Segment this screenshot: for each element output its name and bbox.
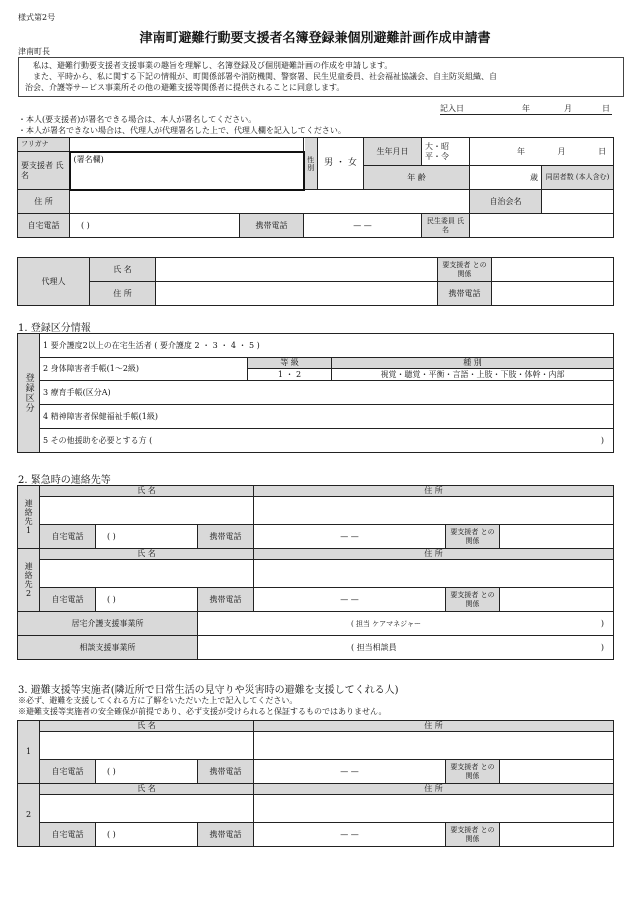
household-label: 同居者数 (本人含む) — [542, 166, 614, 190]
registration-table — [17, 333, 614, 453]
furigana-input[interactable] — [70, 138, 304, 152]
s1-address-input[interactable] — [254, 732, 614, 760]
c1-home-tel-label: 自宅電話 — [40, 525, 96, 549]
agent-relation-input[interactable] — [492, 258, 614, 282]
reg-row-1[interactable]: 1 要介護度2以上の在宅生活者 ( 要介護度 2 ・ 3 ・ 4 ・ 5 ) — [40, 334, 614, 358]
registration-side-label: 登録区分 — [18, 334, 40, 453]
note-1: ・本人(要支援者)が署名できる場合は、本人が署名してください。 — [18, 115, 257, 124]
addressee: 津南町長 — [18, 47, 50, 56]
c2-mobile-label: 携帯電話 — [198, 588, 254, 612]
c1-home-tel-input[interactable]: ( ) — [96, 525, 198, 549]
consent-text: 私は、避難行動要支援者支援事業の趣旨を理解し、名簿登録及び個別避難計画の作成を申請します。 また、平時から、私に関する下記の情報が、町関係部署や消防機関、警察署、民生児童委員、社会福祉協議会、自主防災組織、自 治会、介護等サービス事業所その他の避難支援等関係者に提供されることに同意します。 — [18, 57, 624, 97]
s2-mobile-label: 携帯電話 — [198, 823, 254, 847]
care-office-input[interactable]: ( 担当 ケアマネジャー ) — [198, 612, 614, 636]
c1-address-header: 住 所 — [254, 486, 614, 497]
birth-label: 生年月日 — [364, 138, 422, 166]
c2-address-header: 住 所 — [254, 549, 614, 560]
applicant-table — [17, 137, 614, 238]
c1-relation-input[interactable] — [500, 525, 614, 549]
consult-office-input[interactable]: ( 担当相談員 ) — [198, 636, 614, 660]
c2-home-tel-input[interactable]: ( ) — [96, 588, 198, 612]
section2-title: 2. 緊急時の連絡先等 — [18, 475, 111, 486]
reg-row-3[interactable]: 3 療育手帳(区分A) — [40, 381, 614, 405]
c2-mobile-input[interactable]: — — — [254, 588, 446, 612]
grade-header: 等 級 — [248, 358, 332, 369]
s2-mobile-input[interactable]: — — — [254, 823, 446, 847]
s1-home-tel-input[interactable]: ( ) — [96, 760, 198, 784]
c1-mobile-label: 携帯電話 — [198, 525, 254, 549]
agent-name-input[interactable] — [156, 258, 438, 282]
section1-title: 1. 登録区分情報 — [18, 323, 91, 334]
agent-relation-label: 要支援者 との関係 — [438, 258, 492, 282]
c2-relation-input[interactable] — [500, 588, 614, 612]
type-values[interactable]: 視覚・聴覚・平衡・言語・上肢・下肢・体幹・内部 — [332, 369, 614, 381]
s2-relation-label: 要支援者 との関係 — [446, 823, 500, 847]
s1-relation-label: 要支援者 との関係 — [446, 760, 500, 784]
agent-name-label: 氏 名 — [90, 258, 156, 282]
s1-name-header: 氏 名 — [40, 721, 254, 732]
age-label: 年 齢 — [364, 166, 470, 190]
signature-field[interactable]: (署名欄) — [70, 152, 304, 190]
section3-title: 3. 避難支援等実施者(隣近所で日常生活の見守りや災害時の避難を支援してくれる人) — [18, 685, 399, 696]
c2-home-tel-label: 自宅電話 — [40, 588, 96, 612]
minsei-label: 民生委員 氏 名 — [422, 214, 470, 238]
mobile-label: 携帯電話 — [240, 214, 304, 238]
consult-office-label: 相談支援事業所 — [18, 636, 198, 660]
emergency-contacts-table — [17, 485, 614, 660]
jichikai-label: 自治会名 — [470, 190, 542, 214]
section3-note-1: ※必ず、避難を支援してくれる方に了解をいただいた上で記入してください。 — [18, 696, 298, 705]
agent-mobile-input[interactable] — [492, 282, 614, 306]
c1-name-header: 氏 名 — [40, 486, 254, 497]
sex-label: 性別 — [304, 138, 318, 190]
minsei-input[interactable] — [470, 214, 614, 238]
agent-address-label: 住 所 — [90, 282, 156, 306]
s2-name-header: 氏 名 — [40, 784, 254, 795]
care-office-label: 居宅介護支援事業所 — [18, 612, 198, 636]
agent-table — [17, 257, 614, 306]
supporters-table — [17, 720, 614, 847]
s2-home-tel-input[interactable]: ( ) — [96, 823, 198, 847]
age-input[interactable]: 歳 — [470, 166, 542, 190]
address-label: 住 所 — [18, 190, 70, 214]
s1-address-header: 住 所 — [254, 721, 614, 732]
agent-label: 代理人 — [18, 258, 90, 306]
c2-name-header: 氏 名 — [40, 549, 254, 560]
agent-mobile-label: 携帯電話 — [438, 282, 492, 306]
page-title: 津南町避難行動要支援者名簿登録兼個別避難計画作成申請書 — [139, 31, 491, 46]
supporter2-number: 2 — [18, 784, 40, 847]
c2-name-input[interactable] — [40, 560, 254, 588]
type-header: 種 別 — [332, 358, 614, 369]
c2-relation-label: 要支援者 との関係 — [446, 588, 500, 612]
furigana-label: フリガナ — [18, 138, 70, 152]
s1-mobile-label: 携帯電話 — [198, 760, 254, 784]
s1-relation-input[interactable] — [500, 760, 614, 784]
c1-mobile-input[interactable]: — — — [254, 525, 446, 549]
birth-date-input[interactable]: 年 月 日 — [470, 138, 614, 166]
section3-note-2: ※避難支援等実施者の安全確保が前提であり、必ず支援が受けられると保証するものではありません。 — [18, 707, 387, 716]
jichikai-input[interactable] — [542, 190, 614, 214]
contact2-label: 連絡先2 — [18, 549, 40, 612]
s1-home-tel-label: 自宅電話 — [40, 760, 96, 784]
reg-row-5[interactable]: 5 その他援助を必要とする方 ( ) — [40, 429, 614, 453]
name-label: 要支援者 氏 名 — [18, 152, 70, 190]
sex-options[interactable]: 男 ・ 女 — [318, 138, 364, 190]
s1-name-input[interactable] — [40, 732, 254, 760]
s2-address-input[interactable] — [254, 795, 614, 823]
s2-relation-input[interactable] — [500, 823, 614, 847]
reg-row-2[interactable]: 2 身体障害者手帳(1〜2級) — [40, 358, 248, 381]
s2-home-tel-label: 自宅電話 — [40, 823, 96, 847]
supporter1-number: 1 — [18, 721, 40, 784]
mobile-input[interactable]: — — — [304, 214, 422, 238]
home-tel-label: 自宅電話 — [18, 214, 70, 238]
s1-mobile-input[interactable]: — — — [254, 760, 446, 784]
s2-name-input[interactable] — [40, 795, 254, 823]
c1-name-input[interactable] — [40, 497, 254, 525]
form-number: 様式第2号 — [18, 13, 56, 22]
grade-values[interactable]: 1 ・ 2 — [248, 369, 332, 381]
reg-row-4[interactable]: 4 精神障害者保健福祉手帳(1級) — [40, 405, 614, 429]
date-line[interactable]: 記入日 年 月 日 — [440, 104, 610, 113]
note-2: ・本人が署名できない場合は、代理人が代理署名した上で、代理人欄を記入してください。 — [18, 126, 346, 135]
contact1-label: 連絡先1 — [18, 486, 40, 549]
home-tel-input[interactable]: ( ) — [70, 214, 240, 238]
c2-address-input[interactable] — [254, 560, 614, 588]
c1-relation-label: 要支援者 との関係 — [446, 525, 500, 549]
agent-address-input[interactable] — [156, 282, 438, 306]
s2-address-header: 住 所 — [254, 784, 614, 795]
address-input[interactable] — [70, 190, 470, 214]
c1-address-input[interactable] — [254, 497, 614, 525]
era-options[interactable]: 大・昭 平・令 — [422, 138, 470, 166]
